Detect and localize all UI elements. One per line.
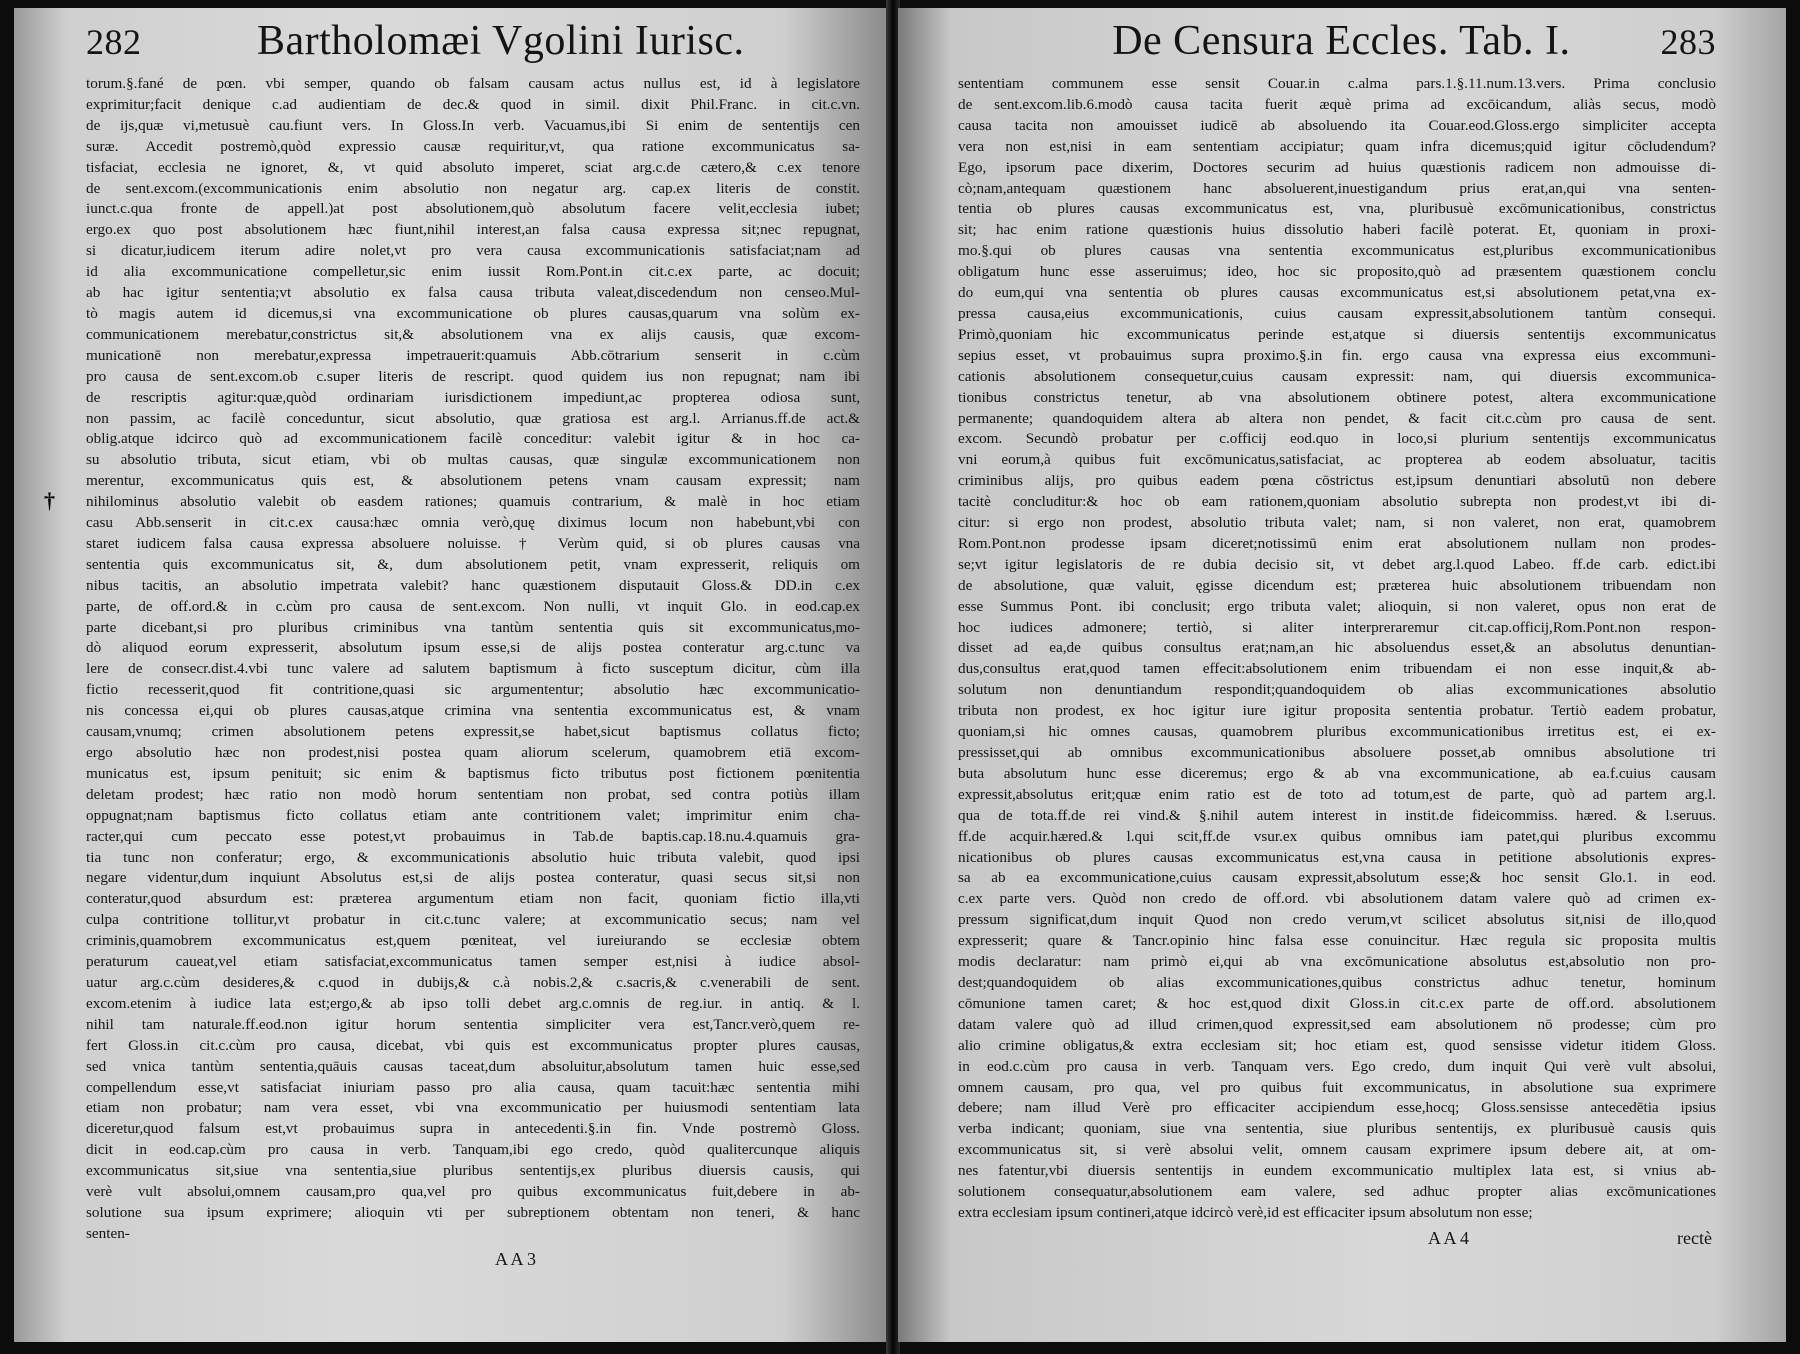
text-line: de sent.excom.lib.6.modò causa tacita fuerit æquè prima ad excōicandum, aliàs secus, modò	[958, 95, 1716, 113]
text-line: excom. Secundò probatur per c.officij eod.quo in loco,si plurium sententijs excommunicatus	[958, 430, 1716, 448]
text-line: c.ex parte vers. Quòd non credo de off.ord. vbi absolutionem datam valere quò ad crimen ex-	[958, 890, 1716, 908]
right-page-text	[958, 74, 1716, 1224]
text-line: pressum significat,dum inquit Quod non credo verum,vt scilicet absolutus sit,nisi de illo,quod	[958, 911, 1716, 929]
text-line: extra ecclesiam ipsum contineri,atque idcircò verè,id est efficaciter ipsum absolutum non esse;	[958, 1203, 1533, 1221]
text-line: omnem causam, pro qua, vel pro quibus fuit excommunicatus, in absolutione sua exprimere	[958, 1078, 1716, 1096]
text-line: fert Gloss.in cit.c.cùm pro causa, dicebat, vbi quis est excommunicatus propter plures causas,	[86, 1036, 860, 1054]
text-line: conteratur,quod absurdum est: præterea argumentum etiam non facit, quoniam fictio illa,vti	[86, 890, 860, 908]
text-line: verè vult absolui,omnem causam,pro qua,vel pro quibus excommunicatus fuit,debere in ab-	[86, 1183, 860, 1201]
text-line: parte, de off.ord.& in c.cùm pro causa de sent.excom. Non nulli, vt inquit Glo. in eod.cap.ex	[86, 597, 860, 615]
text-line: id alia excommunicatione compelletur,sic enim iussit Rom.Pont.in cit.c.ex parte, ac docuit;	[86, 263, 860, 281]
text-line: tributa non prodest, ex hoc igitur iure igitur proposita sententia probatur. Tertiò eadem probatur,	[958, 702, 1716, 720]
text-line: lere de consecr.dist.4.vbi tunc valere ad salutem baptismum à ficto susceptum dicitur, cùm illa	[86, 660, 860, 678]
text-line: sed vnica tantùm sententia,quāuis causas taceat,dum absoluitur,absolutum tamen huic esse,sed	[86, 1057, 860, 1075]
text-line: compellendum esse,vt satisfaciat iniuriam passo pro alia causa, quam tacuit:hæc sententia mihi	[86, 1078, 860, 1096]
text-line: disset ad ea,de quibus consultus erat;nam,an hic absoluendus esset,& an absolutus denuntian-	[958, 639, 1716, 657]
text-line: nihilominus absolutio valebit ob easdem rationes; quamuis contrarium, & malè in hoc etiam	[86, 493, 860, 511]
text-line: iunct.c.qua fronte de appell.)at post absolutionem,quò absolutum facere velit,ecclesia iubet;	[86, 200, 860, 218]
left-page-footer	[86, 1249, 860, 1270]
text-line: criminis,quamobrem excommunicatus est,quem pœniteat, vel iureiurando se ecclesiæ obtem	[86, 932, 860, 950]
text-line: nis concessa ei,qui ob plures causas,atque crimina vna sententia excommunicatus est, & vnam	[86, 702, 860, 720]
right-catchword: rectè	[1677, 1227, 1712, 1248]
text-line: ergo.ex quo post absolutionem hæc fiunt,nihil interest,an falsa causa expressa sit;nec repugnat,	[86, 221, 860, 239]
text-line: etiam non probatur; nam vera esset, vbi vna excommunicatio per huiusmodi sententiam lata	[86, 1099, 860, 1117]
text-line: citur: si ergo non prodest, absolutio tributa valet; nam, si non valeret, non erat, quamobrem	[958, 514, 1716, 532]
text-line: esse Summus Pont. ibi conclusit; ergo tributa valet; alioquin, si non valeret, opus non erat de	[958, 597, 1716, 615]
text-line: mo.§.qui ob plures causas vna sententia excommunicatus est,pluribus excommunicationibus	[958, 242, 1716, 260]
text-line: solutionem consequatur,absolutionem eam valere, sed adhuc propter alias excōmunicationes	[958, 1183, 1716, 1201]
text-line: tentia ob plures causas excommunicatus est, vna, pluribusuè excōmunicationibus, constrictus	[958, 200, 1716, 218]
text-line: sa ab ea excommunicatione,cuius causam expressit,absolutum esse;& hoc sensit Glo.1. in eod.	[958, 869, 1716, 887]
text-line: causam,vnumq; crimen absolutionem petens expressit,se habet,sicut baptismus collatus ficto;	[86, 723, 860, 741]
text-line: obligatum hunc esse asseruimus; ideo, hoc sic proposito,quò ad præsentem quæstionem conclu	[958, 263, 1716, 281]
text-line: solutione sua ipsum exprimere; alioquin vti per subreptionem obtentam non teneri, & hanc	[86, 1203, 860, 1221]
text-line: tò magis autem id dicemus,si vna excommunicatione ob plures causas,quarum vna solùm ex-	[86, 304, 860, 322]
text-line: se;vt igitur legislatoris de re dubia decisio sit, vt debet arg.l.quod Labeo. ff.de carb. edict.ibi	[958, 555, 1716, 573]
text-line: pressisset,qui ab omnibus excommunicationibus absoluere posset,ab omnibus absolutione tri	[958, 744, 1716, 761]
text-line: su absolutio tributa, sicut etiam, vbi ob multas causas, quæ singulæ excommunicationem non	[86, 451, 860, 469]
left-page-header	[86, 20, 860, 62]
left-page-text	[86, 74, 860, 1245]
text-line: communicationem merebatur,constrictus sit,& absolutionem vna ex alijs causis, quæ excom-	[86, 325, 860, 343]
text-line: non passim, ac facilè conceduntur, sicut absolutio, quæ gratiosa est arg.l. Arrianus.ff.de act.&	[86, 409, 860, 427]
text-line: sit; hac enim ratione quæstionis huius dissolutio haberi facilè poterat. Et, quoniam in proxi-	[958, 221, 1716, 239]
left-page	[14, 8, 888, 1342]
text-line: excommunicatus sit, si verè absolui velit, omnem causam exprimere ipsum debere ait, at om-	[958, 1141, 1716, 1159]
text-line: tisfaciat, ecclesia ne ignoret, &, vt quid absoluto imperet, sciat arg.c.de cætero,& c.ex tenore	[86, 158, 860, 176]
text-line: quoniam,si hic omnes causas, quamobrem pluribus excommunicationibus irretitus est, ei ex-	[958, 723, 1716, 741]
text-line: dus,consultus erat,quod tamen effecit:absolutionem enim tribuendam ei non esse inquit,& ab-	[958, 660, 1716, 678]
left-page-number: 282	[86, 22, 142, 62]
text-line: cōmunione tamen caret; & hoc est,quod dixit Gloss.in cit.c.ex parte de off.ord. absolutionem	[958, 994, 1716, 1012]
text-line: pressa causa,eius excommunicationis, cuius causam expressit,absolutionem tantùm consequi.	[958, 304, 1716, 322]
text-line: peraturum caueat,vel etiam satisfaciat,excommunicatus tamen semper est,nisi à iudice absol-	[86, 953, 860, 971]
text-line: causa tacita non amouisset iudicē ab absoluendo ita Couar.eod.Gloss.ergo simpliciter accepta	[958, 116, 1716, 134]
text-line: culpa contritione tollitur,vt probatur in cit.c.tunc valere; at excommunicatio secus; nam vel	[86, 911, 860, 929]
text-line: Primò,quoniam hic excommunicatus perinde est,atque si diuersis sententijs excommunicatus	[958, 325, 1716, 343]
text-line: datam valere quò ad illud crimen,quod expressit,sed eam absolutionem nō prodesse; cùm pro	[958, 1015, 1716, 1033]
text-line: dest;quandoquidem ob alias excommunicationes,quibus constrictus adhuc tenetur, hominum	[958, 973, 1716, 991]
text-line: expresserit; quare & Tancr.opinio hinc falsa esse conuincitur. Hæc regula sic proposita multis	[958, 932, 1716, 950]
text-line: modis declaratur: nam primò ei,qui ab vna excōmunicatione absolutus est,absolutio non pro-	[958, 953, 1716, 971]
text-line: pro causa de sent.excom.ob c.super literis de rescript. quod quidem ius non repugnat; nam ibi	[86, 367, 860, 385]
text-line: nihil tam naturale.ff.eod.non igitur horum sententia simpliciter vera est,Tancr.verò,quem re-	[86, 1015, 860, 1033]
text-line: debere; nam illud Verè pro efficaciter accipiendum esse,hocq; Gloss.sensisse antecedētia ipsius	[958, 1099, 1716, 1117]
text-line: dicit in eod.cap.cùm pro causa in verb. Tanquam,ibi ego credo, quòd qualitercunque aliquis	[86, 1141, 860, 1159]
right-page	[898, 8, 1786, 1342]
text-line: fictio recesserit,quod fit contritione,quasi sic argumententur; absolutio hæc excommunicatio-	[86, 681, 860, 699]
text-line: ergo absolutio hæc non prodest,nisi postea quam aliorum scelerum, quamobrem etiā excom-	[86, 744, 860, 761]
text-line: staret iudicem falsa causa expressa absoluere noluisse. † Verùm quid, si ob plures causas vna	[86, 534, 860, 552]
text-line: qua de tota.ff.de rei vind.& §.nihil autem interest in instit.de fideicommiss. hæred. & l.seruus.	[958, 806, 1716, 824]
text-line: diceretur,quod falsum est,vt probauimus supra in antecedenti.§.in fin. Vnde postremò Gloss.	[86, 1120, 860, 1138]
text-line: buta absolutum hunc esse diceremus; ergo & ab vna excommunicatione, ab ea.f.cuius causam	[958, 764, 1716, 782]
right-signature-mark: A A 4	[1428, 1227, 1470, 1248]
text-line: dò aliquod eorum expresserit, absolutum ipsum esse,si de alijs postea conteratur arg.c.tunc va	[86, 639, 860, 657]
right-page-footer	[958, 1228, 1716, 1249]
text-line: si dicatur,iudicem iterum adire nolet,vt pro vera causa excommunicationis satisfaciat;nam ad	[86, 242, 860, 260]
text-line: merentur, excommunicatus quis est, & absolutionem petens vnam causam expressit; nam	[86, 472, 860, 490]
text-line: excom.etenim à iudice lata est;ergo,& ab ipso tolli debet arg.c.omnis de reg.iur. in antiq. & l.	[86, 994, 860, 1012]
text-line: permanente; quandoquidem altera ab altera non pendet, & facit cit.c.cùm pro causa de sent.	[958, 409, 1716, 427]
text-line: nicationibus ob plures causas excommunicatus est,vna causa in petitione absolutionis expres-	[958, 848, 1716, 866]
text-line: exprimitur;facit denique c.ad audientiam de dec.& quod in simil. dixit Phil.Franc. in cit.c.vn.	[86, 95, 860, 113]
text-line: excommunicatus sit,siue vna sententia,siue pluribus sententijs,ex pluribus diuersis causis, qui	[86, 1162, 860, 1180]
text-line: in eod.c.cùm pro causa in verb. Tanquam vers. Ego credo, dum inquit Qui verè vult absolui,	[958, 1057, 1716, 1075]
text-line: cationis absolutionem consequetur,cuius causam expressit: nam, qui diuersis excommunica-	[958, 367, 1716, 385]
right-running-title: De Censura Eccles. Tab. I.	[1112, 18, 1571, 64]
right-page-header	[958, 20, 1716, 62]
text-line: cò;nam,antequam quæstionem hanc absoluerent,inuestigandum prius erat,an,qui vna senten-	[958, 179, 1716, 197]
text-line: municationē non merebatur,expressa impetrauerit:quamuis Abb.cōtrarium senserit in c.cùm	[86, 346, 860, 364]
text-line: vera non est,nisi in eam sententiam accipiatur; quam infra dicemus;quid igitur cōcludendum?	[958, 137, 1716, 155]
text-line: torum.§.fané de pœn. vbi semper, quando ob falsam causam actus nullus est, id à legislatore	[86, 75, 860, 92]
text-line: sententiam communem esse sensit Couar.in c.alma pars.1.§.11.num.13.vers. Prima conclusio	[958, 75, 1716, 92]
text-line: nibus tacitis, an absolutio impetrata valebit? hanc quæstionem disputauit Gloss.& DD.in c.ex	[86, 576, 860, 594]
text-line: tia tunc non conferatur; ergo, & excommunicationis absolutio huic tributa valebit, quod ipsi	[86, 848, 860, 866]
text-line: oppugnat;nam baptismus ficto collatus etiam ante contritionem valet; imprimitur enim cha-	[86, 806, 860, 824]
text-line: de rescriptis agitur:quæ,quòd ordinariam iurisdictionem impediunt,ac propterea odiosa sunt,	[86, 388, 860, 406]
text-line: Rom.Pont.non prodesse ipsam diceret;notissimū enim erat absolutionem nullam non prodes-	[958, 534, 1716, 552]
text-line: municatus est, ipsum penituit; sic enim & baptismus ficto tributus post fictionem pœnitentia	[86, 764, 860, 782]
text-line: solutum non denuntiandum respondit;quandoquidem ob alias excommunicationes absolutio	[958, 681, 1716, 699]
margin-dagger-mark: †	[44, 488, 55, 513]
text-line: ff.de acquir.hæred.& l.qui scit,ff.de vsur.ex quibus omnibus iam patet,qui pluribus excommu	[958, 827, 1716, 845]
left-signature-mark: A A 3	[494, 1248, 536, 1269]
text-line: criminibus alijs, pro quibus eadem pœna cōstrictus est,ipsum denuntiari absolutū non debere	[958, 472, 1716, 490]
text-line: alio crimine obligatus,& extra ecclesiam sit; hoc etiam est, quod sensisse videtur itidem Gloss.	[958, 1036, 1716, 1054]
text-line: senten-	[86, 1224, 130, 1242]
text-line: negare videntur,dum inquiunt Absolutus est,si de alijs postea conteratur, quasi secus sit,si non	[86, 869, 860, 887]
left-running-title: Bartholomæi Vgolini Iurisc.	[256, 18, 745, 64]
text-line: do eum,qui vna sententia ob plures causas excommunicatus est,si absolutionem petat,vna ex-	[958, 284, 1716, 302]
text-line: hoc iudices admonere; tertiò, si aliter interpreraremur cit.cap.officij,Rom.Pont.non respon-	[958, 618, 1716, 636]
text-line: de absolutione, quæ valuit, ęgisse dicendum est; præterea huic absolutionem tribuendam non	[958, 576, 1716, 594]
text-line: verba indicant; quoniam, siue vna sententia, siue pluribus sententijs, ex pluribusuè causis quis	[958, 1120, 1716, 1138]
text-line: sepius esset, vt probauimus supra proximo.§.in fin. ergo causa vna expressa eius excommuni-	[958, 346, 1716, 364]
text-line: racter,qui cum peccato esse potest,vt probauimus in Tab.de baptis.cap.18.nu.4.quamuis gra-	[86, 827, 860, 845]
text-line: Ego, ipsorum pace dixerim, Doctores securim ad huius quæstionis radicem non admouisse di-	[958, 158, 1716, 176]
text-line: tacitè concluditur:& hoc ob eam rationem,quoniam absolutio subrepta non prodest,vt ibi di-	[958, 493, 1716, 511]
text-line: casu Abb.senserit in cit.c.ex causa:hæc omnia verò,quę diximus locum non habebunt,vbi con	[86, 514, 860, 532]
text-line: de ijs,quæ vi,metusuè cau.fiunt vers. In Gloss.In verb. Vacuamus,ibi Si enim de sententijs cen	[86, 116, 860, 134]
text-line: oblig.atque idcirco quò ad excommunicationem facilè conceditur: valebit igitur & in hoc ca-	[86, 430, 860, 448]
text-line: uatur arg.c.cùm desideres,& c.quod in dubijs,& c.à nobis.2,& c.sacris,& c.venerabili de sent.	[86, 973, 860, 991]
text-line: sententia quis excommunicatus sit, &, dum absolutionem petit, vnam expresserit, reliquis om	[86, 555, 860, 573]
text-line: parte dicebant,si pro pluribus criminibus vna tantùm sententia quis sit excommunicatus,mo-	[86, 618, 860, 636]
text-line: suræ. Accedit postremò,quòd expressio causæ requiritur,vt, qua ratione excommunicatus sa-	[86, 137, 860, 155]
right-page-number: 283	[1660, 22, 1716, 62]
text-line: vni eorum,à quibus fuit excōmunicatus,satisfaciat, ac propterea ab eodem absoluatur, tacitis	[958, 451, 1716, 469]
text-line: tionibus constrictus tenetur, ab vna absolutionem obtinere potest, altera excommunicatione	[958, 388, 1716, 406]
text-line: expressit,absolutus erit;quæ enim ratio est de toto ad totum,est de parte, quò ad partem arg.l.	[958, 785, 1716, 803]
text-line: de sent.excom.(excommunicationis enim absolutio non negatur arg. cap.ex literis de constit.	[86, 179, 860, 197]
text-line: nes fatentur,vbi diuersis sententijs in eundem excommunicatio multiplex lata est, si vnius ab-	[958, 1162, 1716, 1180]
text-line: deletam prodest; hæc ratio non modò horum sententiam non probat, sed contra potiùs illam	[86, 785, 860, 803]
text-line: ab hac igitur sententia;vt absolutio ex falsa causa tributa valeat,discedendum non censeo.Mul-	[86, 284, 860, 302]
